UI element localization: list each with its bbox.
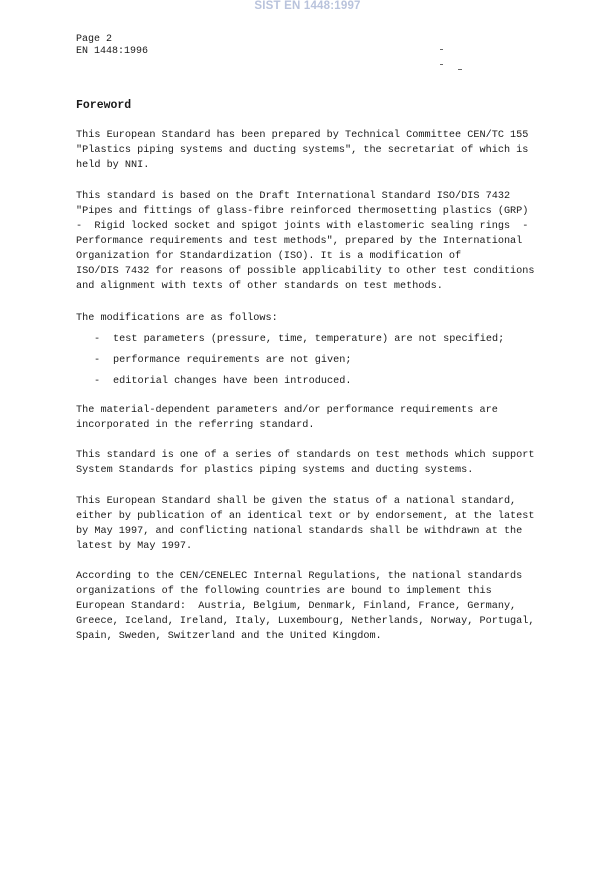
list-bullet: - — [94, 376, 101, 387]
watermark: SIST EN 1448:1997 — [254, 0, 361, 12]
list-item-text: editorial changes have been introduced. — [113, 376, 352, 387]
scan-speck — [440, 49, 443, 50]
list-bullet: - — [94, 355, 101, 366]
list-item — [76, 332, 556, 353]
list-bullet: - — [94, 334, 101, 345]
paragraph-national-status: This European Standard shall be given the status of a national standard, either by publication of an identical text or by endorsement, at the latest by May 1997, and conflicting national standards shall be withdrawn at the latest by May 1997. — [76, 496, 535, 552]
paragraph-series: This standard is one of a series of standards on test methods which support System Standards for plastics piping systems and ducting systems. — [76, 450, 535, 476]
paragraph-basis: This standard is based on the Draft International Standard ISO/DIS 7432 "Pipes and fittings of glass-fibre reinforced thermosetting plastics (GRP) - Rigid locked socket and spigot joints with elastomeric sealing rings - Performance requirements and test methods", prepared by the International Organization for Standardization (ISO). It is a modification of ISO/DIS 7432 for reasons of possible applicability to other test conditions and alignment with texts of other standards on test methods. — [76, 191, 535, 292]
list-item-text: test parameters (pressure, time, temperature) are not specified; — [113, 334, 505, 345]
list-item — [76, 353, 556, 374]
paragraph-cen-regulations: According to the CEN/CENELEC Internal Regulations, the national standards organizations of the following countries are bound to implement this European Standard: Austria, Belgium, Denmark, Finland, France, Germany, Greece, Iceland, Ireland, Italy, Luxembourg, Netherlands, Norway, Portugal, Spain, Sweden, Switzerland and the United Kingdom. — [76, 571, 535, 642]
scan-speck — [458, 69, 462, 70]
modifications-list — [76, 332, 556, 395]
section-heading: Foreword — [76, 99, 132, 112]
standard-number: EN 1448:1996 — [76, 46, 149, 57]
scan-speck — [440, 64, 443, 65]
paragraph-technical-committee: This European Standard has been prepared by Technical Committee CEN/TC 155 "Plastics piping systems and ducting systems", the secretariat of which is held by NNI. — [76, 130, 529, 171]
paragraph-modifications-intro: The modifications are as follows: — [76, 313, 278, 324]
page-number: Page 2 — [76, 34, 113, 45]
paragraph-material-parameters: The material-dependent parameters and/or performance requirements are incorporated in the referring standard. — [76, 405, 498, 431]
list-item — [76, 374, 556, 395]
list-item-text: performance requirements are not given; — [113, 355, 352, 366]
